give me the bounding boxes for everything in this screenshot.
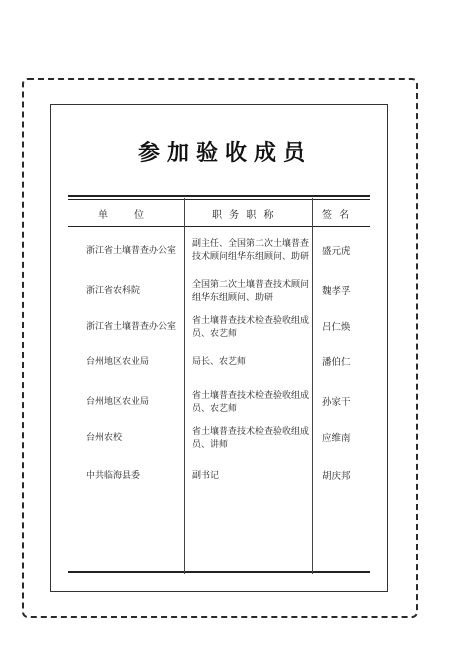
header-sign: 签 名 [322, 210, 352, 221]
page-title: 参加验收成员 [137, 140, 312, 166]
row-7-sign: 胡庆邦 [322, 471, 351, 482]
row-6-sign: 应维南 [322, 433, 351, 444]
row-4-sign: 潘伯仁 [322, 357, 351, 368]
row-6-unit: 台州农校 [86, 433, 123, 443]
row-1-unit: 浙江省土壤普查办公室 [86, 246, 177, 256]
row-4-duty: 局长、农艺师 [192, 357, 247, 367]
table-top-rule [68, 195, 370, 197]
row-5-sign: 孙家干 [322, 397, 351, 408]
row-1-sign: 盛元虎 [322, 246, 351, 257]
row-6-duty: 省土壤普查技术检查验收组成员、讲师 [192, 427, 310, 450]
row-4-unit: 台州地区农业局 [86, 357, 150, 367]
row-7-unit: 中共临海县委 [86, 471, 141, 481]
row-2-unit: 浙江省农科院 [86, 286, 141, 296]
row-3-unit: 浙江省土壤普查办公室 [86, 322, 177, 332]
table-bottom-rule [68, 571, 370, 573]
header-duty: 职 务 职 称 [212, 210, 276, 221]
row-7-duty: 副书记 [192, 471, 220, 481]
row-3-sign: 吕仁焕 [322, 322, 351, 333]
header-unit: 单 位 [98, 210, 146, 221]
decorative-border-inner [50, 104, 388, 592]
table-top-rule-thin [68, 199, 370, 200]
row-3-duty: 省土壤普查技术检查验收组成员、农艺师 [192, 316, 310, 339]
row-2-sign: 魏孝孚 [322, 286, 351, 297]
row-5-unit: 台州地区农业局 [86, 397, 150, 407]
row-1-duty: 副主任、全国第二次土壤普查技术顾问组华东组顾问、助研 [192, 239, 310, 262]
row-5-duty: 省土壤普查技术检查验收组成员、农艺师 [192, 391, 310, 414]
row-2-duty: 全国第二次土壤普查技术顾问组华东组顾问、助研 [192, 280, 310, 303]
table-header-rule [68, 226, 370, 227]
